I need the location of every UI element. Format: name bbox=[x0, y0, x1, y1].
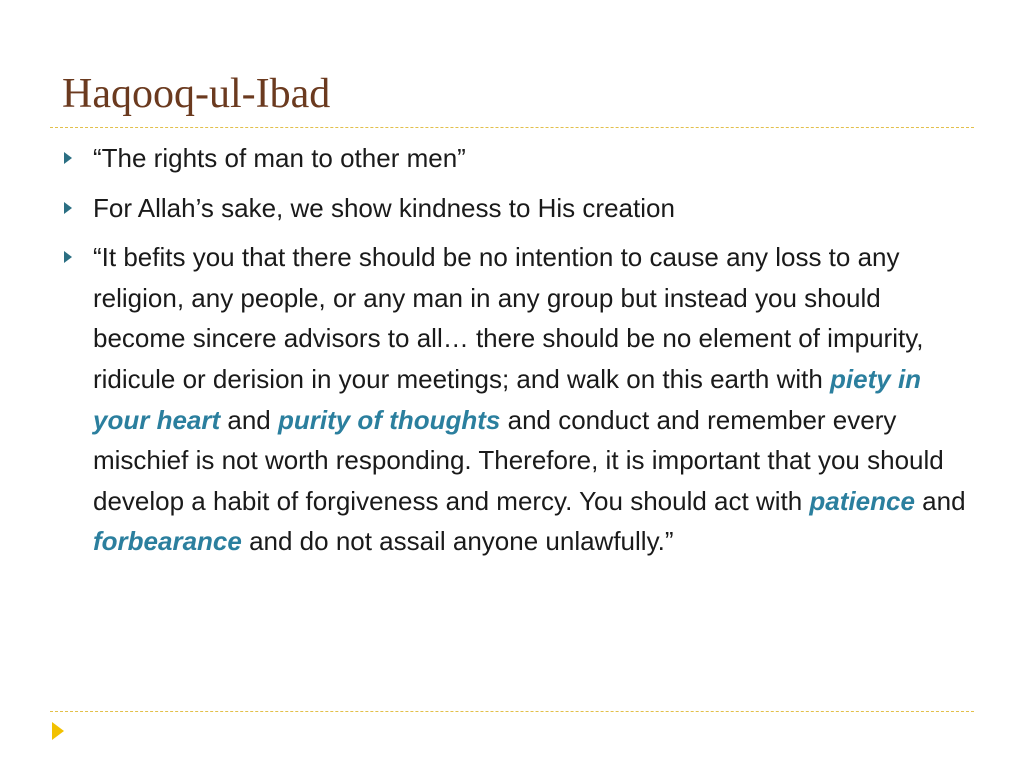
title-divider bbox=[50, 127, 974, 128]
corner-triangle-icon bbox=[52, 722, 64, 740]
footer-divider bbox=[50, 711, 974, 712]
bullet-text: For Allah’s sake, we show kindness to His creation bbox=[93, 192, 675, 223]
slide-title: Haqooq-ul-Ibad bbox=[62, 71, 331, 117]
bullet-marker-icon bbox=[64, 152, 72, 164]
bullet-text: “The rights of man to other men” bbox=[93, 143, 466, 173]
quote-text: and do not assail anyone unlawfully.” bbox=[241, 526, 674, 557]
highlight-piety: piety in your heart bbox=[93, 363, 922, 435]
quote-text: and bbox=[914, 485, 966, 516]
highlight-forbearance: forbearance bbox=[93, 526, 242, 557]
quote-text: and bbox=[220, 404, 278, 435]
bullet-item-quote bbox=[93, 237, 973, 562]
highlight-purity: purity of thoughts bbox=[277, 404, 501, 435]
highlight-patience: patience bbox=[809, 485, 915, 516]
bullet-list bbox=[0, 138, 1024, 571]
bullet-marker-icon bbox=[64, 202, 72, 214]
bullet-marker-icon bbox=[64, 251, 72, 263]
bullet-item bbox=[93, 138, 973, 179]
quote-text: “It befits you that there should be no intention to cause any loss to any religion, any people, or any man in any group but instead you should become sincere advisors to all… there should be no element of impurity, ridicule or derision in your meetings; and walk on this earth with bbox=[93, 242, 924, 394]
bullet-item bbox=[93, 188, 973, 229]
quote-text: and conduct and remember every mischief is not worth responding. Therefore, it is important that you should develop a habit of forgiveness and mercy. You should act with bbox=[93, 404, 944, 516]
